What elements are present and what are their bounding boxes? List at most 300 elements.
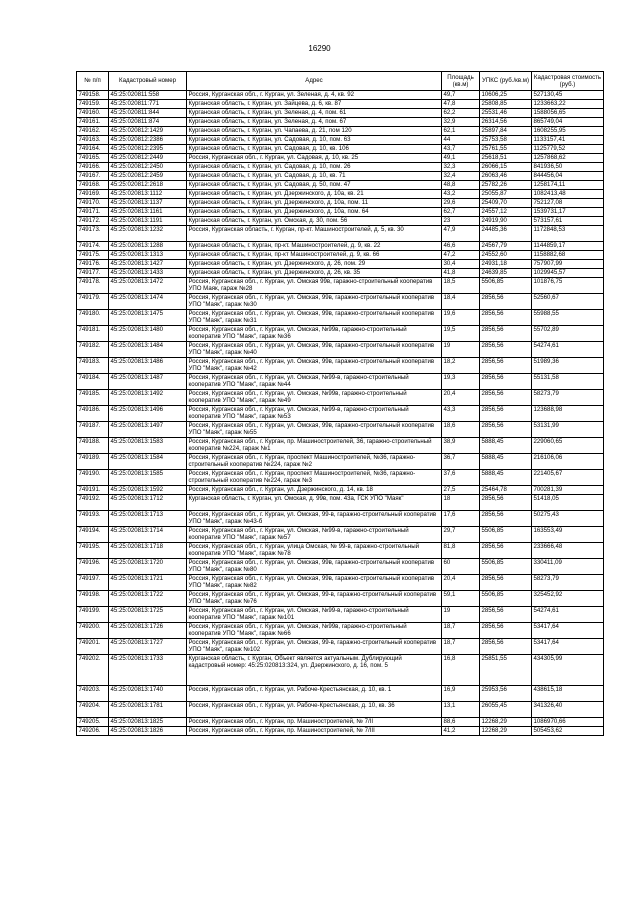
table-row xyxy=(77,655,604,686)
cell-area: 18,7 xyxy=(442,639,480,655)
cell-cadastral-cost: 841936,50 xyxy=(532,163,604,172)
cell-upks: 24567,79 xyxy=(480,242,532,251)
cell-index: 749193. xyxy=(77,511,109,527)
cell-area: 18 xyxy=(442,495,480,511)
cell-address: Курганская область, г. Курган, ул. Дзержинского, д. 10а, кв. 21 xyxy=(187,190,442,199)
cell-cadastral-cost: 51418,05 xyxy=(532,495,604,511)
cadastral-table xyxy=(76,71,604,736)
cell-cadastral-number: 45:25:020811:874 xyxy=(109,118,187,127)
cell-upks: 25531,46 xyxy=(480,109,532,118)
cell-cadastral-number: 45:25:020813:1712 xyxy=(109,495,187,511)
cell-index: 749197. xyxy=(77,575,109,591)
cell-address: Курганская область, г. Курган, ул. Садовая, д. 10, кв. 71 xyxy=(187,172,442,181)
cell-cadastral-number: 45:25:020813:1725 xyxy=(109,607,187,623)
cell-index: 749174. xyxy=(77,242,109,251)
cell-area: 88,6 xyxy=(442,717,480,726)
cell-area: 41,8 xyxy=(442,269,480,278)
cell-cadastral-cost: 54274,61 xyxy=(532,607,604,623)
cell-cadastral-cost: 1125779,52 xyxy=(532,145,604,154)
cell-area: 19 xyxy=(442,342,480,358)
header-cadastral-cost: Кадастровая стоимость (руб.) xyxy=(532,72,604,91)
cell-cadastral-cost: 865749,04 xyxy=(532,118,604,127)
cell-index: 749198. xyxy=(77,591,109,607)
cell-cadastral-number: 45:25:020813:1492 xyxy=(109,390,187,406)
cell-cadastral-number: 45:25:020813:1232 xyxy=(109,226,187,242)
cell-index: 749205. xyxy=(77,717,109,726)
cell-address: Курганская область, г. Курган, пр-кт Машиностроителей, д. 9, кв. 66 xyxy=(187,251,442,260)
table-row xyxy=(77,251,604,260)
cell-area: 18,4 xyxy=(442,294,480,310)
cell-area: 46,6 xyxy=(442,242,480,251)
cell-address: Россия, Курганская обл., г. Курган, пр. Машиностроителей, № 7/III xyxy=(187,726,442,735)
cell-area: 62,1 xyxy=(442,127,480,136)
cell-address: Россия, Курганская обл., г. Курган, пр. Машиностроителей, 36, гаражно-строительный кооператив №224, гараж №1 xyxy=(187,438,442,454)
cell-upks: 25464,78 xyxy=(480,486,532,495)
cell-cadastral-number: 45:25:020813:1484 xyxy=(109,342,187,358)
cell-cadastral-number: 45:25:020813:1486 xyxy=(109,358,187,374)
cell-upks: 2856,56 xyxy=(480,511,532,527)
cell-cadastral-number: 45:25:020812:2449 xyxy=(109,154,187,163)
cell-index: 749196. xyxy=(77,559,109,575)
cell-area: 18,7 xyxy=(442,623,480,639)
table-row xyxy=(77,575,604,591)
table-row xyxy=(77,623,604,639)
cell-area: 18,6 xyxy=(442,422,480,438)
table-row xyxy=(77,454,604,470)
cell-area: 81,8 xyxy=(442,543,480,559)
table-row xyxy=(77,91,604,100)
cell-cadastral-number: 45:25:020812:2459 xyxy=(109,172,187,181)
cell-index: 749183. xyxy=(77,358,109,374)
cell-cadastral-cost: 216106,06 xyxy=(532,454,604,470)
cell-address: Россия, Курганская обл., г. Курган, ул. Омская, 99-в, гаражно-строительный кооператив УПО "Маяк", гараж №76 xyxy=(187,591,442,607)
cell-address: Россия, Курганская обл., г. Курган, ул. Омская, №99-в, гаражно-строительный кооператив УПО "Маяк", гараж №53 xyxy=(187,406,442,422)
cell-address: Россия, Курганская обл., г. Курган, ул. Омская, 99в, гаражно-строительный кооператив УПО "Маяк", гараж №40 xyxy=(187,342,442,358)
cell-cadastral-cost: 1082413,48 xyxy=(532,190,604,199)
cell-index: 749200. xyxy=(77,623,109,639)
cell-address: Курганская область, г. Курган, ул. Садовая, д. 10, пом. 26 xyxy=(187,163,442,172)
cell-cadastral-number: 45:25:020813:1733 xyxy=(109,655,187,686)
table-body xyxy=(77,91,604,736)
cell-area: 38,9 xyxy=(442,438,480,454)
cell-cadastral-cost: 1144859,17 xyxy=(532,242,604,251)
table-row xyxy=(77,172,604,181)
cell-cadastral-cost: 1133157,41 xyxy=(532,136,604,145)
cell-area: 19,3 xyxy=(442,374,480,390)
cell-index: 749167. xyxy=(77,172,109,181)
cell-index: 749159. xyxy=(77,100,109,109)
cell-address: Россия, Курганская обл., г. Курган, ул. Омская, №99-в, гаражно-строительный кооператив УПО "Маяк", гараж №44 xyxy=(187,374,442,390)
cell-cadastral-cost: 1608255,95 xyxy=(532,127,604,136)
cell-index: 749206. xyxy=(77,726,109,735)
cell-cadastral-number: 45:25:020813:1714 xyxy=(109,527,187,543)
cell-index: 749181. xyxy=(77,326,109,342)
cell-area: 47,8 xyxy=(442,100,480,109)
cell-index: 749195. xyxy=(77,543,109,559)
cell-cadastral-number: 45:25:020813:1722 xyxy=(109,591,187,607)
cell-cadastral-number: 45:25:020813:1592 xyxy=(109,486,187,495)
cell-cadastral-cost: 58273,79 xyxy=(532,575,604,591)
cell-cadastral-number: 45:25:020813:1721 xyxy=(109,575,187,591)
cell-index: 749203. xyxy=(77,685,109,701)
cell-index: 749194. xyxy=(77,527,109,543)
table-row xyxy=(77,527,604,543)
cell-address: Россия, Курганская обл., г. Курган, ул. Омская, 99-в, гаражно-строительный кооператив УПО "Маяк", гараж №102 xyxy=(187,639,442,655)
cell-index: 749161. xyxy=(77,118,109,127)
table-row xyxy=(77,406,604,422)
table-row xyxy=(77,118,604,127)
cell-address: Россия, Курганская обл., г. Курган, ул. Омская, 99в, гаражно-строительный кооператив УПО "Маяк", гараж №31 xyxy=(187,310,442,326)
cell-index: 749176. xyxy=(77,260,109,269)
cell-index: 749169. xyxy=(77,190,109,199)
cell-cadastral-number: 45:25:020813:1713 xyxy=(109,511,187,527)
table-row xyxy=(77,495,604,511)
cell-area: 16,8 xyxy=(442,655,480,686)
cell-cadastral-number: 45:25:020813:1726 xyxy=(109,623,187,639)
cell-area: 32,3 xyxy=(442,163,480,172)
cell-area: 20,4 xyxy=(442,390,480,406)
cell-upks: 2856,56 xyxy=(480,422,532,438)
cell-index: 749187. xyxy=(77,422,109,438)
cell-index: 749160. xyxy=(77,109,109,118)
cell-cadastral-number: 45:25:020813:1718 xyxy=(109,543,187,559)
cell-cadastral-cost: 58273,79 xyxy=(532,390,604,406)
cell-cadastral-number: 45:25:020813:1313 xyxy=(109,251,187,260)
cell-area: 29,6 xyxy=(442,199,480,208)
cell-address: Россия, Курганская обл., г. Курган, ул. Омская, №99в, гаражно-строительный кооператив УПО "Маяк", гараж №66 xyxy=(187,623,442,639)
cell-index: 749173. xyxy=(77,226,109,242)
cell-area: 32,9 xyxy=(442,118,480,127)
table-row xyxy=(77,358,604,374)
cell-area: 47,2 xyxy=(442,251,480,260)
cell-area: 37,6 xyxy=(442,470,480,486)
table-row xyxy=(77,217,604,226)
cell-upks: 2856,56 xyxy=(480,623,532,639)
cell-upks: 12268,29 xyxy=(480,726,532,735)
table-row xyxy=(77,154,604,163)
cell-cadastral-number: 45:25:020813:1487 xyxy=(109,374,187,390)
cell-cadastral-cost: 1257868,62 xyxy=(532,154,604,163)
table-row xyxy=(77,145,604,154)
table-row xyxy=(77,109,604,118)
cell-upks: 25808,85 xyxy=(480,100,532,109)
cell-address: Курганская область, г. Курган, ул. Зеленая, д. 4, пом. 67 xyxy=(187,118,442,127)
cell-upks: 26314,56 xyxy=(480,118,532,127)
table-row xyxy=(77,438,604,454)
table-row xyxy=(77,511,604,527)
cell-upks: 25409,70 xyxy=(480,199,532,208)
cell-upks: 2856,56 xyxy=(480,639,532,655)
cell-cadastral-cost: 1258174,11 xyxy=(532,181,604,190)
cell-area: 23 xyxy=(442,217,480,226)
cell-cadastral-number: 45:25:020813:1112 xyxy=(109,190,187,199)
cell-cadastral-cost: 50275,43 xyxy=(532,511,604,527)
cell-index: 749202. xyxy=(77,655,109,686)
cell-cadastral-number: 45:25:020812:2450 xyxy=(109,163,187,172)
cell-area: 62,2 xyxy=(442,109,480,118)
cell-address: Курганская область, г. Курган, ул. Зайцева, д. 6, кв. 87 xyxy=(187,100,442,109)
cell-cadastral-number: 45:25:020811:558 xyxy=(109,91,187,100)
cell-area: 30,4 xyxy=(442,260,480,269)
cell-cadastral-cost: 330411,09 xyxy=(532,559,604,575)
cell-cadastral-cost: 229060,65 xyxy=(532,438,604,454)
cell-cadastral-number: 45:25:020813:1585 xyxy=(109,470,187,486)
cell-cadastral-cost: 51989,36 xyxy=(532,358,604,374)
cell-upks: 2856,56 xyxy=(480,294,532,310)
cell-cadastral-cost: 54274,61 xyxy=(532,342,604,358)
cell-address: Россия, Курганская обл., г. Курган, ул. Омская, №99в, гаражно-строительный кооператив УПО "Маяк", гараж №49 xyxy=(187,390,442,406)
cell-area: 47,9 xyxy=(442,226,480,242)
cell-cadastral-cost: 757907,99 xyxy=(532,260,604,269)
cell-upks: 5506,85 xyxy=(480,591,532,607)
cell-address: Россия, Курганская обл., г. Курган, ул. Омская 99в, гаражно-строительный кооператив УПО Маяк, гараж №28 xyxy=(187,278,442,294)
header-upks: УПКС (руб./кв.м) xyxy=(480,72,532,91)
cell-cadastral-number: 45:25:020813:1583 xyxy=(109,438,187,454)
header-index: № п/п xyxy=(77,72,109,91)
cell-area: 48,8 xyxy=(442,181,480,190)
cell-upks: 2856,56 xyxy=(480,406,532,422)
cell-cadastral-number: 45:25:020812:1429 xyxy=(109,127,187,136)
cell-address: Курганская область, г. Курган, ул. Дзержинского, д. 10а, пом. 11 xyxy=(187,199,442,208)
cell-upks: 5506,85 xyxy=(480,559,532,575)
table-row xyxy=(77,208,604,217)
cell-area: 18,2 xyxy=(442,358,480,374)
cell-cadastral-number: 45:25:020813:1496 xyxy=(109,406,187,422)
cell-index: 749186. xyxy=(77,406,109,422)
cell-address: Курганская область, г. Курган, ул. Садовая, д. 50, пом. 47 xyxy=(187,181,442,190)
cell-cadastral-cost: 53131,99 xyxy=(532,422,604,438)
table-row xyxy=(77,422,604,438)
cell-upks: 25761,55 xyxy=(480,145,532,154)
table-row xyxy=(77,190,604,199)
cell-area: 43,2 xyxy=(442,190,480,199)
table-row xyxy=(77,559,604,575)
cell-upks: 5888,45 xyxy=(480,454,532,470)
table-row xyxy=(77,390,604,406)
cell-cadastral-number: 45:25:020813:1472 xyxy=(109,278,187,294)
cell-upks: 5888,45 xyxy=(480,470,532,486)
cell-address: Россия, Курганская обл., г. Курган, ул. Садовая, д. 10, кв. 25 xyxy=(187,154,442,163)
cell-area: 19 xyxy=(442,607,480,623)
cell-upks: 25055,87 xyxy=(480,190,532,199)
cell-index: 749189. xyxy=(77,454,109,470)
table-row xyxy=(77,607,604,623)
table-row xyxy=(77,269,604,278)
cell-upks: 2856,56 xyxy=(480,358,532,374)
cell-area: 16,9 xyxy=(442,685,480,701)
cell-index: 749201. xyxy=(77,639,109,655)
cell-address: Россия, Курганская обл., г. Курган, ул. Дзержинского, д. 14, кв. 18 xyxy=(187,486,442,495)
cell-index: 749204. xyxy=(77,701,109,717)
cell-address: Курганская область, г. Курган, ул. Садовая, д. 10, кв. 106 xyxy=(187,145,442,154)
cell-cadastral-cost: 233666,48 xyxy=(532,543,604,559)
cell-index: 749171. xyxy=(77,208,109,217)
cell-area: 18,5 xyxy=(442,278,480,294)
cell-index: 749179. xyxy=(77,294,109,310)
cell-upks: 24485,36 xyxy=(480,226,532,242)
cell-cadastral-cost: 1539731,17 xyxy=(532,208,604,217)
cell-address: Курганская область, г. Курган, Объект является актуальным. Дублирующий кадастровый номер: 45:25:020813:324, ул. Дзержинского, д. 16, пом. 5 xyxy=(187,655,442,686)
cell-address: Россия, Курганская обл., г. Курган, ул. Омская, №99-в, гаражно-строительный кооператив УПО "Маяк", гараж №57 xyxy=(187,527,442,543)
cell-upks: 24552,60 xyxy=(480,251,532,260)
cell-cadastral-number: 45:25:020813:1137 xyxy=(109,199,187,208)
cell-index: 749162. xyxy=(77,127,109,136)
cell-cadastral-number: 45:25:020813:1825 xyxy=(109,717,187,726)
cell-address: Курганская область, г. Курган, ул. Зеленая, д. 4, пом. 61 xyxy=(187,109,442,118)
cell-upks: 24919,90 xyxy=(480,217,532,226)
cell-upks: 25953,56 xyxy=(480,685,532,701)
table-row xyxy=(77,470,604,486)
cell-address: Россия, Курганская обл., г. Курган, ул. Омская, 99в, гаражно-строительный кооператив УПО "Маяк", гараж №55 xyxy=(187,422,442,438)
cell-cadastral-cost: 752127,08 xyxy=(532,199,604,208)
cell-cadastral-number: 45:25:020813:1727 xyxy=(109,639,187,655)
cell-area: 41,2 xyxy=(442,726,480,735)
cell-area: 19,5 xyxy=(442,326,480,342)
cell-address: Россия, Курганская обл., г. Курган, проспект Машиностроителей, №36, гаражно-строительный кооператив №224, гараж №3 xyxy=(187,470,442,486)
cell-area: 62,7 xyxy=(442,208,480,217)
table-row xyxy=(77,100,604,109)
cell-upks: 24639,85 xyxy=(480,269,532,278)
table-row xyxy=(77,163,604,172)
cell-address: Россия, Курганская обл., г. Курган, ул. Омская, 99в, гаражно-строительный кооператив УПО "Маяк", гараж №80 xyxy=(187,559,442,575)
table-row xyxy=(77,374,604,390)
cell-cadastral-number: 45:25:020813:1720 xyxy=(109,559,187,575)
cell-upks: 2856,56 xyxy=(480,575,532,591)
cell-upks: 12268,29 xyxy=(480,717,532,726)
table-row xyxy=(77,701,604,717)
cell-area: 27,5 xyxy=(442,486,480,495)
cell-upks: 24931,18 xyxy=(480,260,532,269)
cell-cadastral-number: 45:25:020813:1191 xyxy=(109,217,187,226)
cell-cadastral-number: 45:25:020812:2386 xyxy=(109,136,187,145)
cell-cadastral-number: 45:25:020813:1497 xyxy=(109,422,187,438)
header-address: Адрес xyxy=(187,72,442,91)
cell-index: 749199. xyxy=(77,607,109,623)
cell-cadastral-number: 45:25:020813:1161 xyxy=(109,208,187,217)
cell-cadastral-cost: 573157,61 xyxy=(532,217,604,226)
cell-cadastral-cost: 52560,67 xyxy=(532,294,604,310)
cell-index: 749185. xyxy=(77,390,109,406)
cell-area: 20,4 xyxy=(442,575,480,591)
cell-cadastral-cost: 527130,45 xyxy=(532,91,604,100)
cell-address: Курганская область, г. Курган, ул. Дзержинского, д. 26, пом. 29 xyxy=(187,260,442,269)
cell-upks: 5506,85 xyxy=(480,527,532,543)
table-row xyxy=(77,260,604,269)
cell-index: 749184. xyxy=(77,374,109,390)
cell-cadastral-cost: 341326,40 xyxy=(532,701,604,717)
table-row xyxy=(77,310,604,326)
cell-cadastral-number: 45:25:020813:1781 xyxy=(109,701,187,717)
cell-cadastral-cost: 844456,04 xyxy=(532,172,604,181)
cell-cadastral-cost: 438615,18 xyxy=(532,685,604,701)
cell-index: 749166. xyxy=(77,163,109,172)
cell-index: 749175. xyxy=(77,251,109,260)
cell-cadastral-number: 45:25:020812:2618 xyxy=(109,181,187,190)
cell-address: Курганская область, г. Курган, ул. Дзержинского, д. 10а, пом. 64 xyxy=(187,208,442,217)
cell-cadastral-cost: 434305,99 xyxy=(532,655,604,686)
cell-upks: 2856,56 xyxy=(480,495,532,511)
cell-cadastral-cost: 1588056,65 xyxy=(532,109,604,118)
table-row xyxy=(77,685,604,701)
table-row xyxy=(77,726,604,735)
cell-cadastral-number: 45:25:020813:1474 xyxy=(109,294,187,310)
cell-address: Россия, Курганская обл., г. Курган, ул. Омская, 99в, гаражно-строительный кооператив УПО "Маяк", гараж №82 xyxy=(187,575,442,591)
cell-cadastral-cost: 1029945,57 xyxy=(532,269,604,278)
header-cadastral-number: Кадастровый номер xyxy=(109,72,187,91)
cell-index: 749168. xyxy=(77,181,109,190)
cell-upks: 5506,85 xyxy=(480,278,532,294)
cell-cadastral-number: 45:25:020813:1288 xyxy=(109,242,187,251)
cell-upks: 25782,26 xyxy=(480,181,532,190)
table-header-row xyxy=(77,72,604,91)
cell-upks: 26066,15 xyxy=(480,163,532,172)
cell-cadastral-cost: 505453,62 xyxy=(532,726,604,735)
cell-address: Россия, Курганская обл., г. Курган, ул. Зеленая, д. 4, кв. 92 xyxy=(187,91,442,100)
cell-address: Россия, Курганская обл., г. Курган, ул. Омская, №99в, гаражно-строительный кооператив УПО "Маяк", гараж №36 xyxy=(187,326,442,342)
cell-cadastral-cost: 55988,55 xyxy=(532,310,604,326)
cell-cadastral-cost: 53417,64 xyxy=(532,639,604,655)
cell-cadastral-cost: 325452,92 xyxy=(532,591,604,607)
cell-area: 29,7 xyxy=(442,527,480,543)
cell-index: 749164. xyxy=(77,145,109,154)
page-number: 16290 xyxy=(308,44,331,53)
cell-address: Россия, Курганская обл., г. Курган, ул. Омская, 99-в, гаражно-строительный кооператив УПО "Маяк", гараж №43-б xyxy=(187,511,442,527)
cell-upks: 2856,56 xyxy=(480,342,532,358)
cell-address: Курганская область, г. Курган, ул. Дзержинского, д. 26, кв. 35 xyxy=(187,269,442,278)
cell-area: 49,7 xyxy=(442,91,480,100)
cell-cadastral-number: 45:25:020811:771 xyxy=(109,100,187,109)
cell-index: 749192. xyxy=(77,495,109,511)
cell-area: 43,3 xyxy=(442,406,480,422)
cell-area: 13,1 xyxy=(442,701,480,717)
cell-address: Курганская область, г. Курган, ул. Омская, д. 30, пом. 56 xyxy=(187,217,442,226)
cell-upks: 2856,56 xyxy=(480,390,532,406)
cell-upks: 2856,56 xyxy=(480,607,532,623)
table-row xyxy=(77,342,604,358)
cell-cadastral-cost: 55702,89 xyxy=(532,326,604,342)
cell-cadastral-number: 45:25:020812:2395 xyxy=(109,145,187,154)
cell-address: Россия, Курганская обл., г. Курган, ул. Омская, 99в, гаражно-строительный кооператив УПО "Маяк", гараж №30 xyxy=(187,294,442,310)
table-row xyxy=(77,127,604,136)
cell-upks: 10606,25 xyxy=(480,91,532,100)
cell-area: 44 xyxy=(442,136,480,145)
cell-address: Курганская область, г. Курган, ул. Чапаева, д. 21, пом 120 xyxy=(187,127,442,136)
cell-upks: 2856,56 xyxy=(480,374,532,390)
cell-index: 749172. xyxy=(77,217,109,226)
cell-address: Россия, Курганская обл., г. Курган, пр. Машиностроителей, № 7/II xyxy=(187,717,442,726)
table-row xyxy=(77,278,604,294)
cell-cadastral-number: 45:25:020813:1826 xyxy=(109,726,187,735)
table-row xyxy=(77,543,604,559)
cell-upks: 26055,45 xyxy=(480,701,532,717)
cell-upks: 24557,12 xyxy=(480,208,532,217)
cell-address: Россия, Курганская обл., г. Курган, проспект Машиностроителей, №36, гаражно-строительный кооператив №224, гараж №2 xyxy=(187,454,442,470)
cell-area: 17,6 xyxy=(442,511,480,527)
table-row xyxy=(77,181,604,190)
table-row xyxy=(77,591,604,607)
cell-address: Россия, Курганская обл., г. Курган, улица Омская, № 99-в, гаражно-строительный кооператив УПО "Маяк", гараж №78 xyxy=(187,543,442,559)
cell-address: Россия, Курганская обл., г. Курган, ул. Омская, №99-в, гаражно-строительный кооператив УПО "Маяк", гараж №101 xyxy=(187,607,442,623)
cell-area: 59,1 xyxy=(442,591,480,607)
cell-cadastral-cost: 53417,64 xyxy=(532,623,604,639)
cell-cadastral-cost: 1158882,68 xyxy=(532,251,604,260)
cell-area: 43,7 xyxy=(442,145,480,154)
cell-cadastral-cost: 163553,49 xyxy=(532,527,604,543)
table-row xyxy=(77,199,604,208)
cell-cadastral-cost: 101876,75 xyxy=(532,278,604,294)
cell-upks: 2856,56 xyxy=(480,326,532,342)
cell-index: 749178. xyxy=(77,278,109,294)
